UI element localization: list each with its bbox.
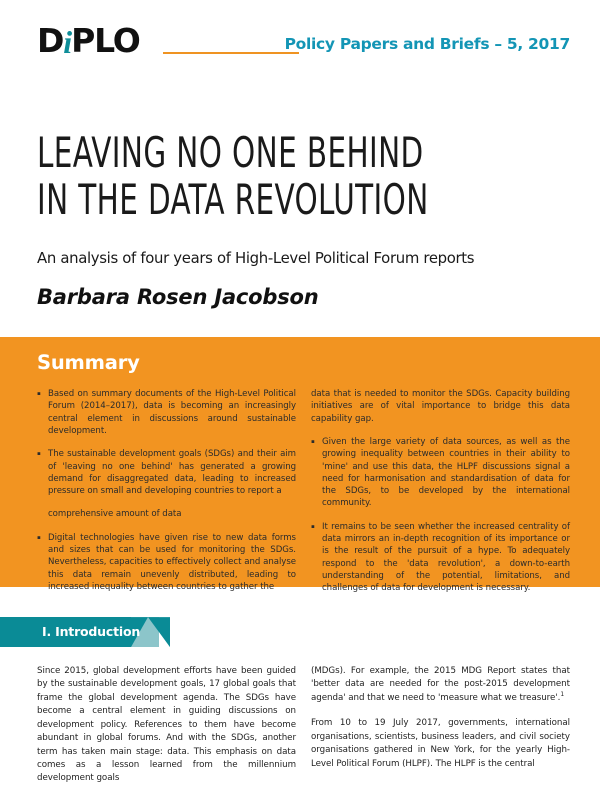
series-label: Policy Papers and Briefs – 5, 2017 <box>284 35 570 53</box>
summary-columns <box>37 388 570 605</box>
list-item-text: Based on summary documents of the High-Level Political Forum (2014–2017), data is becoming an increasingly central element in discussions around sustainable development. <box>48 389 296 436</box>
paragraph: From 10 to 19 July 2017, governments, international organisations, scientists, business leaders, and civil society organisations gathered in New York, for the yearly High-Level Political Forum (HLPF). The HLPF is the central <box>311 718 570 769</box>
summary-column-left <box>37 388 296 605</box>
paragraph: Since 2015, global development efforts have been guided by the sustainable development goals, 17 global goals that frame the global development agenda. The SDGs have become a central element in guiding discussions on development policy. References to them have become abundant in global forums. And with the SDGs, another term has taken main stage: data. This emphasis on data comes as a lesson learned from the millennium development goals <box>37 666 296 784</box>
bullet-icon: ▪ <box>311 435 315 448</box>
list-item <box>37 532 296 593</box>
header-divider-rule <box>163 52 299 54</box>
list-item-continuation: comprehensive amount of data <box>48 509 182 520</box>
bullet-icon: ▪ <box>37 448 41 461</box>
list-item-text: It remains to be seen whether the increased centrality of data mirrors an in-depth recognition of its importance or is the result of the pursuit of a hype. To adequately respond to the 'data revolution', a down-to-earth understanding of the potential, limitations, and challenges of data for development is necessary. <box>322 521 570 594</box>
list-item-text: The sustainable development goals (SDGs) and their aim of 'leaving no one behind' has generated a growing demand for disaggregated data, leading to increased pressure on small and developing countries to report a <box>48 449 296 497</box>
summary-column-right <box>311 388 570 605</box>
body-column-right <box>311 665 570 798</box>
list-item-text: Given the large variety of data sources, as well as the growing inequality between countries in their ability to 'mine' and use this data, the HLPF discussions signal a need for harmonisation and standardisation of data for the SDGs, to be developed by the international community. <box>322 436 570 509</box>
body-columns <box>0 647 600 798</box>
page-title-line-2: IN THE DATA REVOLUTION <box>37 175 429 225</box>
body-column-left <box>37 665 296 798</box>
summary-section <box>0 337 600 594</box>
bullet-icon: ▪ <box>37 531 41 544</box>
bullet-icon: ▪ <box>37 388 41 401</box>
bullet-icon: ▪ <box>311 520 315 533</box>
diplo-logo <box>37 21 140 60</box>
logo-text-part-1: D <box>37 21 64 60</box>
list-item <box>311 436 570 510</box>
page-subtitle: An analysis of four years of High-Level Political Forum reports <box>37 249 475 268</box>
list-item <box>37 388 296 437</box>
page-title <box>37 129 453 223</box>
section-heading: I. Introduction <box>42 624 141 640</box>
list-item <box>311 521 570 595</box>
title-block <box>0 85 600 309</box>
paragraph <box>311 665 570 705</box>
list-item-continuation: data that is needed to monitor the SDGs. Capacity building initiatives are of vital importance to bridge this data capability gap. <box>311 389 570 424</box>
author-name: Barbara Rosen Jacobson <box>37 285 319 310</box>
footnote-marker[interactable]: 1 <box>560 690 565 698</box>
list-item-text: Digital technologies have given rise to new data forms and sizes that can be used for monitoring the SDGs. Nevertheless, capacities to effectively collect and analyse this data remain unevenly distributed, leading to increased inequality between countries to gather the <box>48 532 296 592</box>
page-title-line-1: LEAVING NO ONE BEHIND <box>37 128 424 177</box>
summary-heading: Summary <box>37 351 140 375</box>
page-header <box>0 0 600 85</box>
logo-text-part-2: PLO <box>71 21 140 60</box>
logo-letter-i: i <box>63 24 72 60</box>
section-banner <box>0 617 600 647</box>
paragraph-text: (MDGs). For example, the 2015 MDG Report states that 'better data are needed for the post-2015 development agenda' and that we need to 'measure what we treasure'. <box>311 666 570 703</box>
list-item <box>37 448 296 497</box>
